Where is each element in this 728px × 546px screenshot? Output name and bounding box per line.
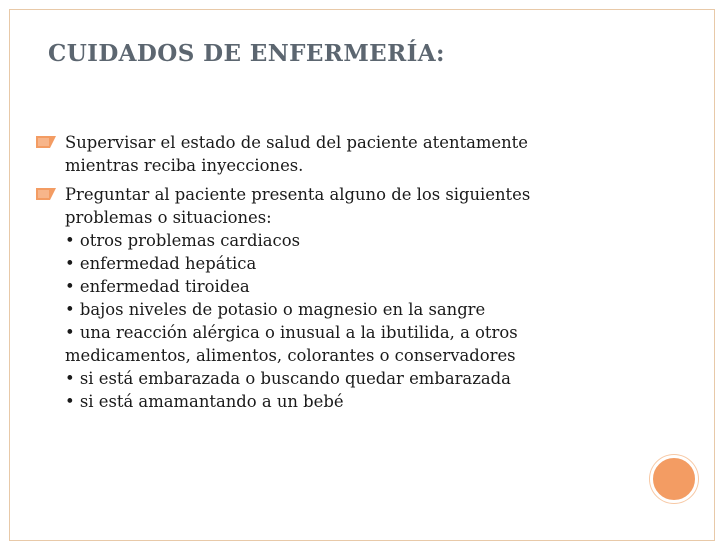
bullet-item-preguntar (36, 183, 616, 413)
sub-item: • enfermedad tiroidea (65, 277, 250, 296)
sub-item: • una reacción alérgica o inusual a la ibutilida, a otros (65, 323, 518, 342)
sub-item: • si está amamantando a un bebé (65, 392, 344, 411)
slide-content (36, 131, 616, 419)
bullet-line: problemas o situaciones: (65, 208, 272, 227)
bullet-text (65, 131, 616, 177)
bullet-item-supervisar (36, 131, 616, 177)
sub-item: • otros problemas cardiacos (65, 231, 300, 250)
orange-square-bullet-icon (36, 183, 58, 206)
sub-item: medicamentos, alimentos, colorantes o conservadores (65, 346, 516, 365)
sub-item: • si está embarazada o buscando quedar embarazada (65, 369, 511, 388)
bullet-line: Supervisar el estado de salud del paciente atentamente (65, 133, 528, 152)
orange-circle-icon (650, 455, 698, 503)
sub-item: • enfermedad hepática (65, 254, 257, 273)
sub-item: • bajos niveles de potasio o magnesio en la sangre (65, 300, 486, 319)
bullet-text (65, 183, 616, 413)
orange-square-bullet-icon (36, 131, 58, 154)
sub-list (65, 229, 616, 413)
bullet-line: mientras reciba inyecciones. (65, 156, 304, 175)
bullet-line: Preguntar al paciente presenta alguno de los siguientes (65, 185, 531, 204)
slide-title: CUIDADOS DE ENFERMERÍA: (48, 40, 445, 67)
